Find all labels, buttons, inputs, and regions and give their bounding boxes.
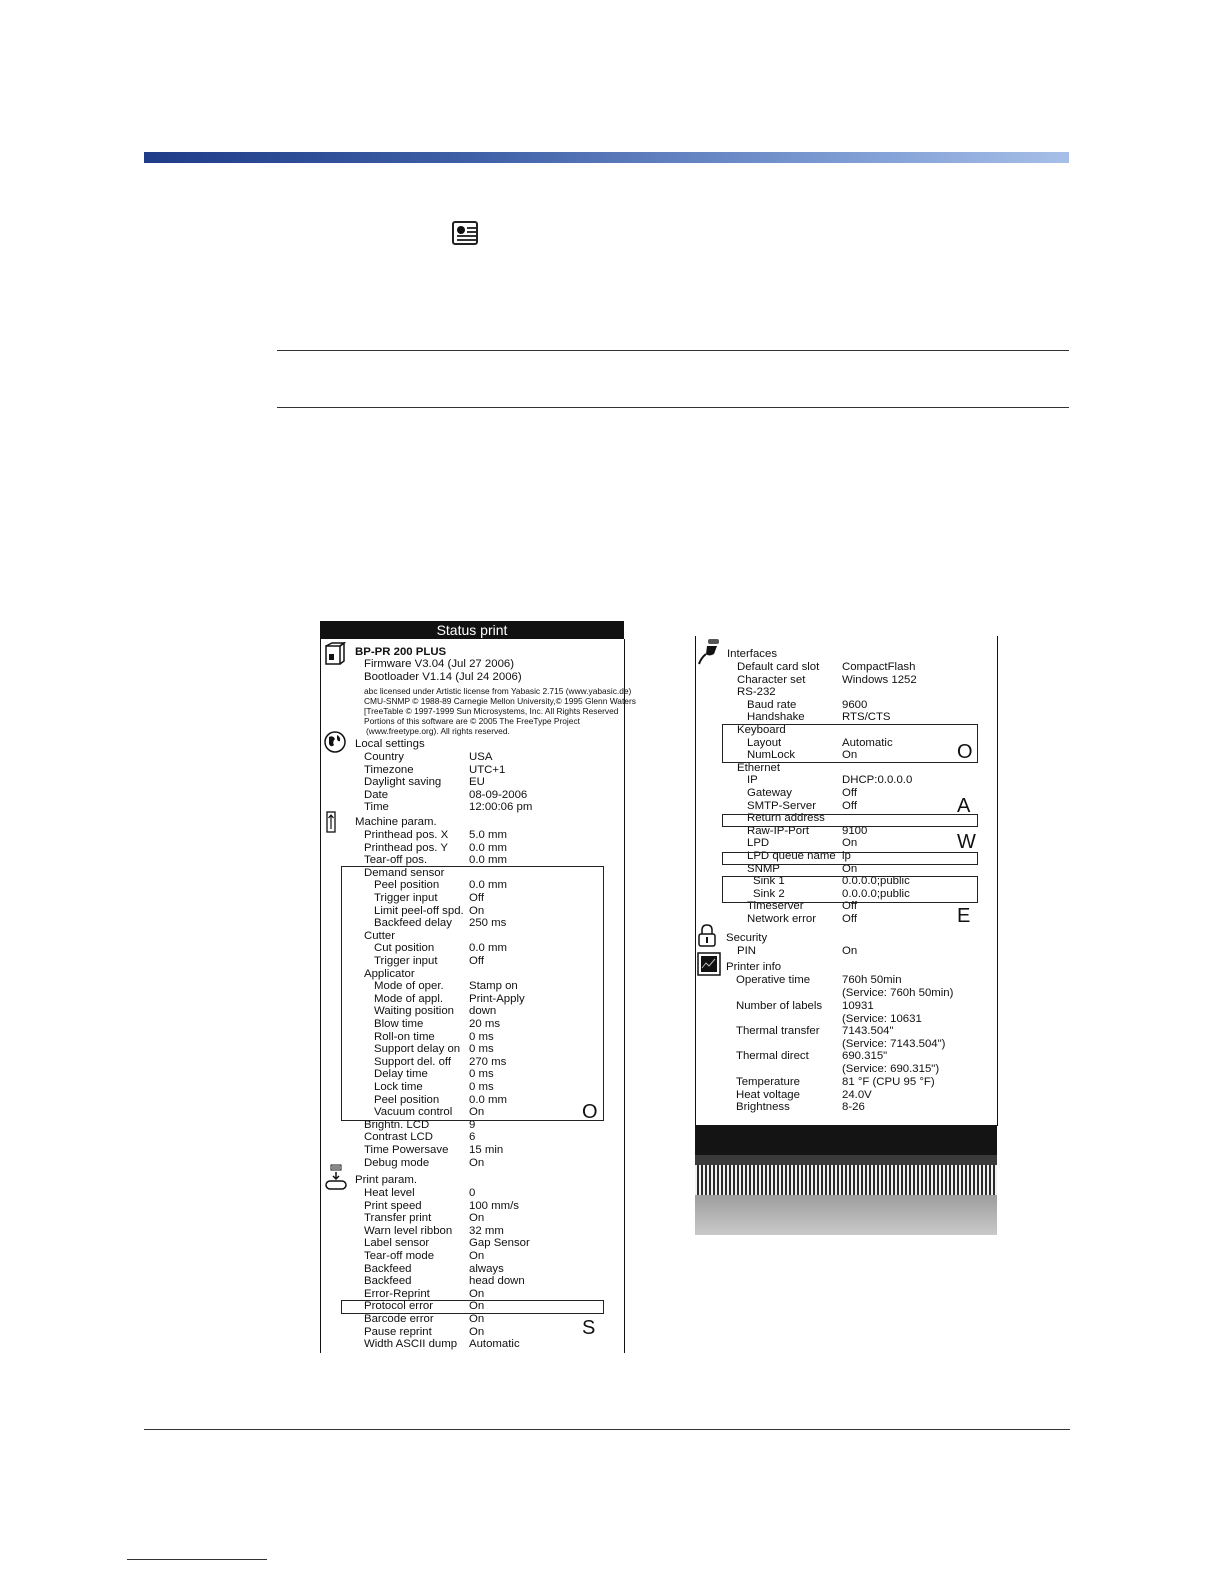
printout-edge	[695, 1125, 997, 1155]
right-border	[997, 636, 998, 1126]
local-setting-value: 12:00:06 pm	[469, 801, 533, 814]
divider-bottom	[277, 407, 1069, 408]
interface-value: CompactFlash	[842, 661, 916, 673]
machine-param-label: Time Powersave	[364, 1144, 449, 1156]
print-param-value: always	[469, 1262, 504, 1275]
ethernet-label: SNMP	[747, 862, 780, 875]
applicator-label: Peel position	[374, 1093, 440, 1106]
applicator-value: 0.0 mm	[469, 1093, 507, 1106]
left-border	[320, 639, 321, 1353]
local-setting-label: Country	[364, 751, 404, 763]
highlight-box	[722, 814, 978, 827]
machine-icon	[325, 811, 337, 833]
printer-info-label: Operative time	[736, 974, 811, 986]
ethernet-label: IP	[747, 774, 758, 787]
printer-info-label: Thermal direct	[736, 1050, 809, 1062]
interface-label: Character set	[737, 673, 806, 686]
ethernet-value: Off	[842, 913, 857, 925]
printer-info-value: 81 °F (CPU 95 °F)	[842, 1076, 935, 1088]
local-setting-label: Timezone	[364, 763, 414, 776]
print-param-label: Width ASCII dump	[364, 1338, 458, 1351]
applicator-label: Blow time	[374, 1018, 424, 1030]
printer-info-label: Temperature	[736, 1076, 800, 1088]
print-param-value: Automatic	[469, 1338, 520, 1351]
highlight-box	[341, 1300, 604, 1314]
print-param-label: Pause reprint	[364, 1325, 432, 1338]
printer-info-icon	[697, 952, 721, 976]
security-value: On	[842, 945, 858, 957]
demand-sensor-value: 250 ms	[469, 917, 507, 930]
ethernet-value: 9100	[842, 824, 868, 837]
print-param-label: Print speed	[364, 1199, 422, 1212]
section-local-settings: Local settings	[355, 738, 425, 750]
legal-line: [TreeTable © 1997-1999 Sun Microsystems, Inc. All Rights Reserved	[364, 706, 619, 716]
local-setting-label: Daylight saving	[364, 776, 442, 789]
applicator-value: down	[469, 1005, 497, 1018]
ethernet-label: Gateway	[747, 787, 792, 799]
demand-sensor-label: Peel position	[374, 879, 440, 892]
lock-icon	[697, 924, 717, 948]
ethernet-label: Network error	[747, 913, 816, 925]
applicator-value: Stamp on	[469, 980, 518, 993]
print-param-label: Backfeed	[364, 1262, 412, 1275]
print-param-label: Warn level ribbon	[364, 1224, 453, 1237]
demand-sensor-value: On	[469, 904, 485, 917]
ethernet-value: Off	[842, 787, 857, 799]
status-menu-icon	[452, 221, 478, 245]
applicator-value: 0 ms	[469, 1081, 494, 1093]
machine-param-value: 5.0 mm	[469, 829, 507, 841]
applicator-label: Waiting position	[374, 1005, 454, 1018]
section-security: Security	[726, 932, 768, 944]
applicator-value: On	[469, 1106, 485, 1119]
ethernet-value: Off	[842, 900, 857, 913]
printer-info-service: (Service: 10631	[842, 1012, 922, 1025]
local-setting-value: USA	[469, 751, 493, 763]
local-setting-value: EU	[469, 776, 485, 789]
ethernet-label: LPD	[747, 837, 770, 850]
group-rs232: RS-232	[737, 686, 776, 699]
print-param-value: On	[469, 1287, 485, 1300]
marker-letter: A	[957, 795, 971, 817]
marker-letter: O	[582, 1101, 598, 1123]
legal-line: CMU-SNMP © 1988-89 Carnegie Mellon University,© 1995 Glenn Waters	[364, 696, 636, 706]
print-param-value: 100 mm/s	[469, 1199, 520, 1212]
machine-param-label: Printhead pos. Y	[364, 841, 449, 854]
legal-line: (www.freetype.org). All rights reserved.	[366, 726, 510, 736]
print-param-value: On	[469, 1250, 485, 1262]
applicator-label: Delay time	[374, 1068, 428, 1081]
marker-letter: S	[582, 1317, 596, 1339]
applicator-value: 20 ms	[469, 1018, 501, 1030]
divider-top	[277, 350, 1069, 351]
keyboard-label: NumLock	[747, 749, 796, 762]
print-param-label: Heat level	[364, 1187, 415, 1199]
ethernet-value: DHCP:0.0.0.0	[842, 774, 913, 787]
demand-sensor-value: 0.0 mm	[469, 879, 507, 892]
ethernet-value: 0.0.0.0;public	[842, 875, 910, 888]
printer-info-label: Number of labels	[736, 1000, 823, 1012]
printer-info-label: Brightness	[736, 1101, 790, 1113]
highlight-box	[722, 852, 978, 865]
cutter-label: Trigger input	[374, 955, 438, 967]
ethernet-label: Raw-IP-Port	[747, 824, 810, 837]
cutter-value: 0.0 mm	[469, 942, 507, 955]
rs232-value: RTS/CTS	[842, 711, 891, 724]
printer-info-service: (Service: 7143.504")	[842, 1037, 946, 1050]
machine-param-value: 15 min	[469, 1144, 504, 1156]
printer-info-label: Thermal transfer	[736, 1025, 820, 1037]
footnote-rule	[127, 1559, 267, 1560]
print-param-label: Barcode error	[364, 1313, 434, 1325]
status-print-title: Status print	[320, 621, 624, 639]
group-demand-sensor: Demand sensor	[364, 866, 445, 879]
legal-line: abc licensed under Artistic license from Yabasic 2.715 (www.yabasic.de)	[364, 686, 632, 696]
applicator-value: 0 ms	[469, 1043, 494, 1056]
ethernet-label: SMTP-Server	[747, 799, 816, 812]
demand-sensor-value: Off	[469, 892, 484, 904]
interface-value: Windows 1252	[842, 673, 917, 686]
printer-info-label: Heat voltage	[736, 1089, 800, 1101]
ethernet-value: 0.0.0.0;public	[842, 887, 910, 900]
globe-icon	[323, 730, 347, 754]
print-param-value: head down	[469, 1275, 525, 1288]
keyboard-value: On	[842, 749, 858, 762]
printer-info-value: 760h 50min	[842, 974, 902, 986]
ethernet-value: Off	[842, 799, 857, 812]
right-border	[624, 639, 625, 1353]
rs232-label: Handshake	[747, 711, 805, 724]
local-setting-value: UTC+1	[469, 763, 506, 776]
machine-param-value: 0.0 mm	[469, 854, 507, 867]
applicator-value: 270 ms	[469, 1055, 507, 1068]
applicator-label: Roll-on time	[374, 1030, 435, 1043]
local-setting-label: Date	[364, 788, 389, 801]
applicator-label: Mode of appl.	[374, 992, 444, 1005]
machine-param-label: Printhead pos. X	[364, 829, 449, 841]
machine-param-label: Brightn. LCD	[364, 1118, 430, 1131]
ethernet-value: lp	[842, 850, 851, 862]
section-machine-param: Machine param.	[355, 816, 437, 828]
highlight-box	[722, 876, 978, 903]
security-label: PIN	[737, 945, 756, 957]
machine-param-value: 9	[469, 1118, 476, 1131]
machine-param-value: 6	[469, 1131, 476, 1144]
rs232-label: Baud rate	[747, 698, 797, 711]
plug-icon	[697, 638, 721, 666]
print-param-value: On	[469, 1313, 485, 1325]
print-param-value: Gap Sensor	[469, 1237, 530, 1250]
section-interfaces: Interfaces	[727, 648, 778, 660]
printer-info-value: 8-26	[842, 1101, 865, 1113]
demand-sensor-label: Limit peel-off spd.	[374, 904, 464, 917]
group-applicator: Applicator	[364, 967, 415, 980]
firmware-version: Firmware V3.04 (Jul 27 2006)	[364, 658, 515, 670]
local-setting-value: 08-09-2006	[469, 788, 528, 801]
print-param-value: On	[469, 1325, 485, 1338]
printer-info-value: 10931	[842, 1000, 874, 1012]
print-param-label: Transfer print	[364, 1212, 432, 1225]
demand-sensor-label: Backfeed delay	[374, 917, 452, 930]
applicator-label: Vacuum control	[374, 1106, 453, 1119]
print-param-label: Tear-off mode	[364, 1250, 435, 1262]
highlight-box	[341, 866, 604, 1121]
ethernet-value: On	[842, 862, 858, 875]
cutter-value: Off	[469, 955, 484, 967]
footer-rule	[144, 1429, 1070, 1430]
applicator-value: 0 ms	[469, 1068, 494, 1081]
applicator-label: Mode of oper.	[374, 980, 444, 993]
print-param-label: Label sensor	[364, 1237, 430, 1250]
local-setting-label: Time	[364, 801, 389, 814]
print-param-label: Backfeed	[364, 1275, 412, 1288]
ethernet-label: Return address	[747, 812, 825, 825]
marker-letter: E	[957, 905, 971, 927]
print-head-icon	[324, 1164, 348, 1192]
keyboard-value: Automatic	[842, 736, 893, 749]
machine-param-value: On	[469, 1156, 485, 1169]
section-print-param: Print param.	[355, 1174, 418, 1186]
print-param-label: Protocol error	[364, 1300, 434, 1313]
printout-band	[695, 1155, 997, 1165]
group-ethernet: Ethernet	[737, 761, 781, 774]
printer-info-service: (Service: 760h 50min)	[842, 986, 954, 999]
print-param-value: 32 mm	[469, 1224, 504, 1237]
applicator-value: 0 ms	[469, 1030, 494, 1043]
legal-line: Portions of this software are © 2005 The FreeType Project	[364, 716, 580, 726]
keyboard-label: Layout	[747, 736, 782, 749]
marker-letter: O	[957, 741, 973, 763]
printer-info-value: 7143.504"	[842, 1025, 894, 1037]
applicator-value: Print-Apply	[469, 992, 525, 1005]
cutter-label: Cut position	[374, 942, 435, 955]
ethernet-label: Timeserver	[747, 900, 804, 913]
highlight-box	[722, 724, 978, 763]
print-param-value: On	[469, 1212, 485, 1225]
group-keyboard: Keyboard	[737, 724, 786, 736]
machine-param-label: Contrast LCD	[364, 1131, 434, 1144]
ethernet-label: Sink 1	[753, 875, 785, 888]
bootloader-version: Bootloader V1.14 (Jul 24 2006)	[364, 671, 522, 683]
machine-param-value: 0.0 mm	[469, 841, 507, 854]
printout-noise	[695, 1195, 997, 1235]
machine-param-label: Tear-off pos.	[364, 854, 428, 867]
marker-letter: W	[957, 831, 976, 853]
ethernet-label: Sink 2	[753, 887, 785, 900]
rs232-value: 9600	[842, 698, 868, 711]
applicator-label: Support delay on	[374, 1043, 461, 1056]
demand-sensor-label: Trigger input	[374, 892, 438, 904]
machine-param-label: Debug mode	[364, 1156, 430, 1169]
ethernet-value: On	[842, 837, 858, 850]
group-cutter: Cutter	[364, 929, 396, 942]
printer-info-value: 24.0V	[842, 1089, 872, 1101]
header-bar	[144, 152, 1069, 163]
applicator-label: Support del. off	[374, 1055, 452, 1068]
interface-label: Default card slot	[737, 661, 820, 673]
printer-model: BP-PR 200 PLUS	[355, 646, 447, 658]
ethernet-label: LPD queue name	[747, 850, 836, 862]
printer-icon	[324, 642, 346, 666]
print-param-label: Error-Reprint	[364, 1287, 430, 1300]
section-printer-info: Printer info	[726, 961, 782, 973]
printer-info-value: 690.315"	[842, 1050, 888, 1062]
printer-info-service: (Service: 690.315")	[842, 1062, 940, 1075]
left-border	[695, 636, 696, 1126]
print-param-value: 0	[469, 1187, 476, 1199]
print-param-value: On	[469, 1300, 485, 1313]
applicator-label: Lock time	[374, 1081, 423, 1093]
